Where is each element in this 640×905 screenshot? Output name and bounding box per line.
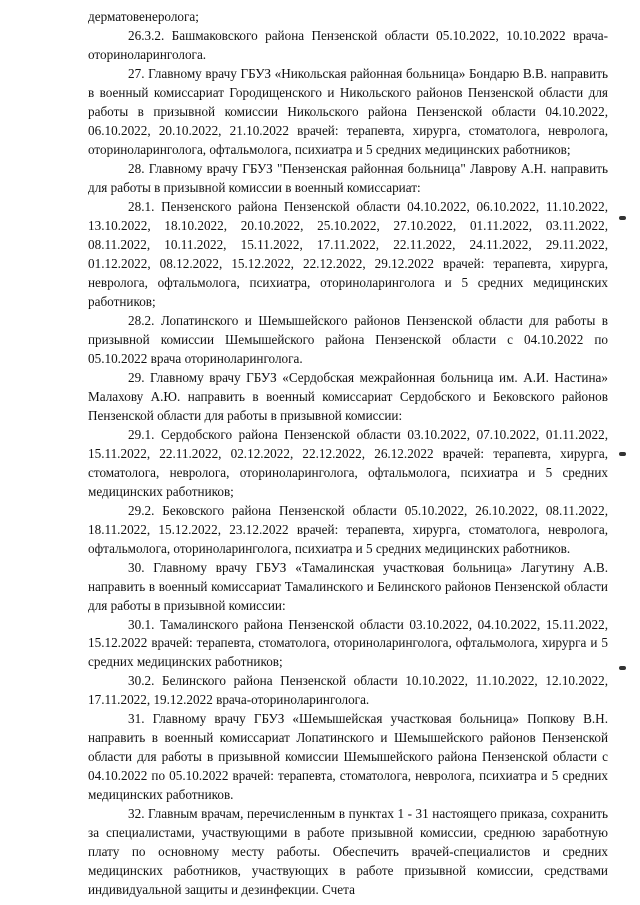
paragraph-30-2: 30.2. Белинского района Пензенской области 10.10.2022, 11.10.2022, 12.10.2022, 17.11.2022, 19.12.2022 врача-оториноларинголога. <box>88 673 608 708</box>
margin-mark-icon <box>619 452 626 456</box>
paragraph-31: 31. Главному врачу ГБУЗ «Шемышейская участковая больница» Попкову В.Н. направить в военный комиссариат Лопатинского и Шемышейского районов Пензенской области для работы в призывной комиссии Шемышейского района Пензенской области с 04.10.2022 по 05.10.2022 врачей: терапевта, стоматолога, невролога, психиатра и 5 средних медицинских работников. <box>88 711 608 803</box>
paragraph-28: 28. Главному врачу ГБУЗ "Пензенская районная больница" Лаврову А.Н. направить для работы в призывной комиссии в военный комиссариат: <box>88 160 608 195</box>
paragraph-30-1: 30.1. Тамалинского района Пензенской области 03.10.2022, 04.10.2022, 15.11.2022, 15.12.2022 врачей: терапевта, стоматолога, оториноларинголога, офтальмолога, хирурга и 5 средних медицинских работников; <box>88 616 608 670</box>
paragraph-29-2: 29.2. Бековского района Пензенской области 05.10.2022, 26.10.2022, 08.11.2022, 18.11.2022, 15.12.2022, 23.12.2022 врачей: терапевта, хирурга, стоматолога, невролога, офтальмолога, оториноларинголога, психиатра и 5 средних медицинских работников. <box>88 502 608 556</box>
paragraph-28-1: 28.1. Пензенского района Пензенской области 04.10.2022, 06.10.2022, 11.10.2022, 13.10.2022, 18.10.2022, 20.10.2022, 25.10.2022, 27.10.2022, 01.11.2022, 03.11.2022, 08.11.2022, 10.11.2022, 15.11.2022, 17.11.2022, 22.11.2022, 24.11.2022, 29.11.2022, 01.12.2022, 08.12.2022, 15.12.2022, 22.12.2022, 29.12.2022 врачей: терапевта, хирурга, невролога, офтальмолога, психиатра, оториноларинголога и 5 средних медицинских работников; <box>88 198 608 309</box>
margin-mark-icon <box>619 666 626 670</box>
paragraph-28-2: 28.2. Лопатинского и Шемышейского районов Пензенской области для работы в призывной комиссии Шемышейского района Пензенской области с 04.10.2022 по 05.10.2022 врача оториноларинголога. <box>88 312 608 366</box>
paragraph-26-3-2: 26.3.2. Башмаковского района Пензенской области 05.10.2022, 10.10.2022 врача-оториноларинголога. <box>88 27 608 62</box>
document-body <box>88 8 608 900</box>
paragraph-29: 29. Главному врачу ГБУЗ «Сердобская межрайонная больница им. А.И. Настина» Малахову А.Ю. направить в военный комиссариат Сердобского и Бековского районов Пензенской области для работы в призывной комиссии: <box>88 369 608 423</box>
paragraph-26-3-1-tail: дерматовенеролога; <box>88 9 199 24</box>
margin-mark-icon <box>619 216 626 220</box>
paragraph-32: 32. Главным врачам, перечисленным в пунктах 1 - 31 настоящего приказа, сохранить за специалистами, участвующими в работе призывной комиссии, среднюю заработную плату по основному месту работы. Обеспечить врачей-специалистов и средних медицинских работников, участвующих в работе призывной комиссии, средствами индивидуальной защиты и дезинфекции. Счета <box>88 806 608 898</box>
paragraph-30: 30. Главному врачу ГБУЗ «Тамалинская участковая больница» Лагутину А.В. направить в военный комиссариат Тамалинского и Белинского районов Пензенской области для работы в призывной комиссии: <box>88 559 608 613</box>
paragraph-29-1: 29.1. Сердобского района Пензенской области 03.10.2022, 07.10.2022, 01.11.2022, 15.11.2022, 22.11.2022, 02.12.2022, 22.12.2022, 26.12.2022 врачей: терапевта, хирурга, стоматолога, невролога, оториноларинголога, офтальмолога, психиатра и 5 средних медицинских работников; <box>88 426 608 499</box>
paragraph-27: 27. Главному врачу ГБУЗ «Никольская районная больница» Бондарю В.В. направить в военный комиссариат Городищенского и Никольского районов Пензенской области для работы в призывной комиссии Никольского района Пензенской области 04.10.2022, 06.10.2022, 20.10.2022, 21.10.2022 врачей: терапевта, хирурга, стоматолога, невролога, оториноларинголога, офтальмолога, психиатра и 5 средних медицинских работников; <box>88 65 608 157</box>
